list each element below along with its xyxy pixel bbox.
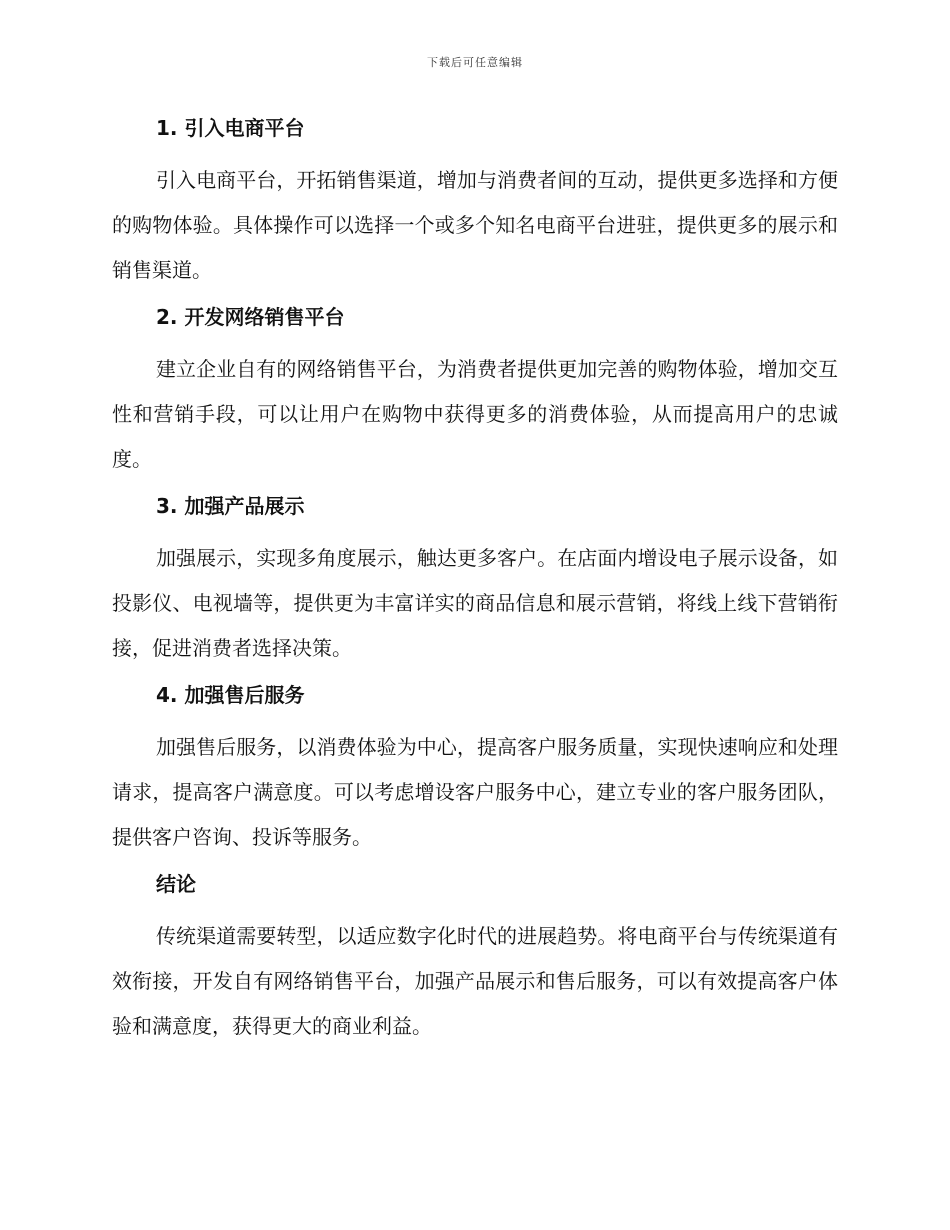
- section-heading: 4. 加强售后服务: [156, 683, 305, 707]
- document-body: [112, 113, 838, 1058]
- section-heading: 2. 开发网络销售平台: [156, 305, 345, 329]
- section-heading: 结论: [156, 872, 196, 896]
- section-paragraph: 加强售后服务，以消费体验为中心，提高客户服务质量，实现快速响应和处理请求，提高客户满意度。可以考虑增设客户服务中心，建立专业的客户服务团队，提供客户咨询、投诉等服务。: [112, 735, 838, 849]
- section-paragraph: 传统渠道需要转型，以适应数字化时代的进展趋势。将电商平台与传统渠道有效衔接，开发自有网络销售平台，加强产品展示和售后服务，可以有效提高客户体验和满意度，获得更大的商业利益。: [112, 924, 838, 1038]
- section-paragraph: 引入电商平台，开拓销售渠道，增加与消费者间的互动，提供更多选择和方便的购物体验。具体操作可以选择一个或多个知名电商平台进驻，提供更多的展示和销售渠道。: [112, 168, 838, 282]
- section-heading: 3. 加强产品展示: [156, 494, 305, 518]
- section-paragraph: 建立企业自有的网络销售平台，为消费者提供更加完善的购物体验，增加交互性和营销手段，可以让用户在购物中获得更多的消费体验，从而提高用户的忠诚度。: [112, 357, 838, 471]
- section-conclusion: [112, 869, 838, 1049]
- section-heading: 1. 引入电商平台: [156, 116, 305, 140]
- section-product-display: [112, 491, 838, 671]
- header-note: 下载后可任意编辑: [427, 56, 523, 69]
- section-after-sales-service: [112, 680, 838, 860]
- section-paragraph: 加强展示，实现多角度展示，触达更多客户。在店面内增设电子展示设备，如投影仪、电视墙等，提供更为丰富详实的商品信息和展示营销，将线上线下营销衔接，促进消费者选择决策。: [112, 546, 838, 660]
- section-ecommerce-platform: [112, 113, 838, 293]
- section-online-sales-platform: [112, 302, 838, 482]
